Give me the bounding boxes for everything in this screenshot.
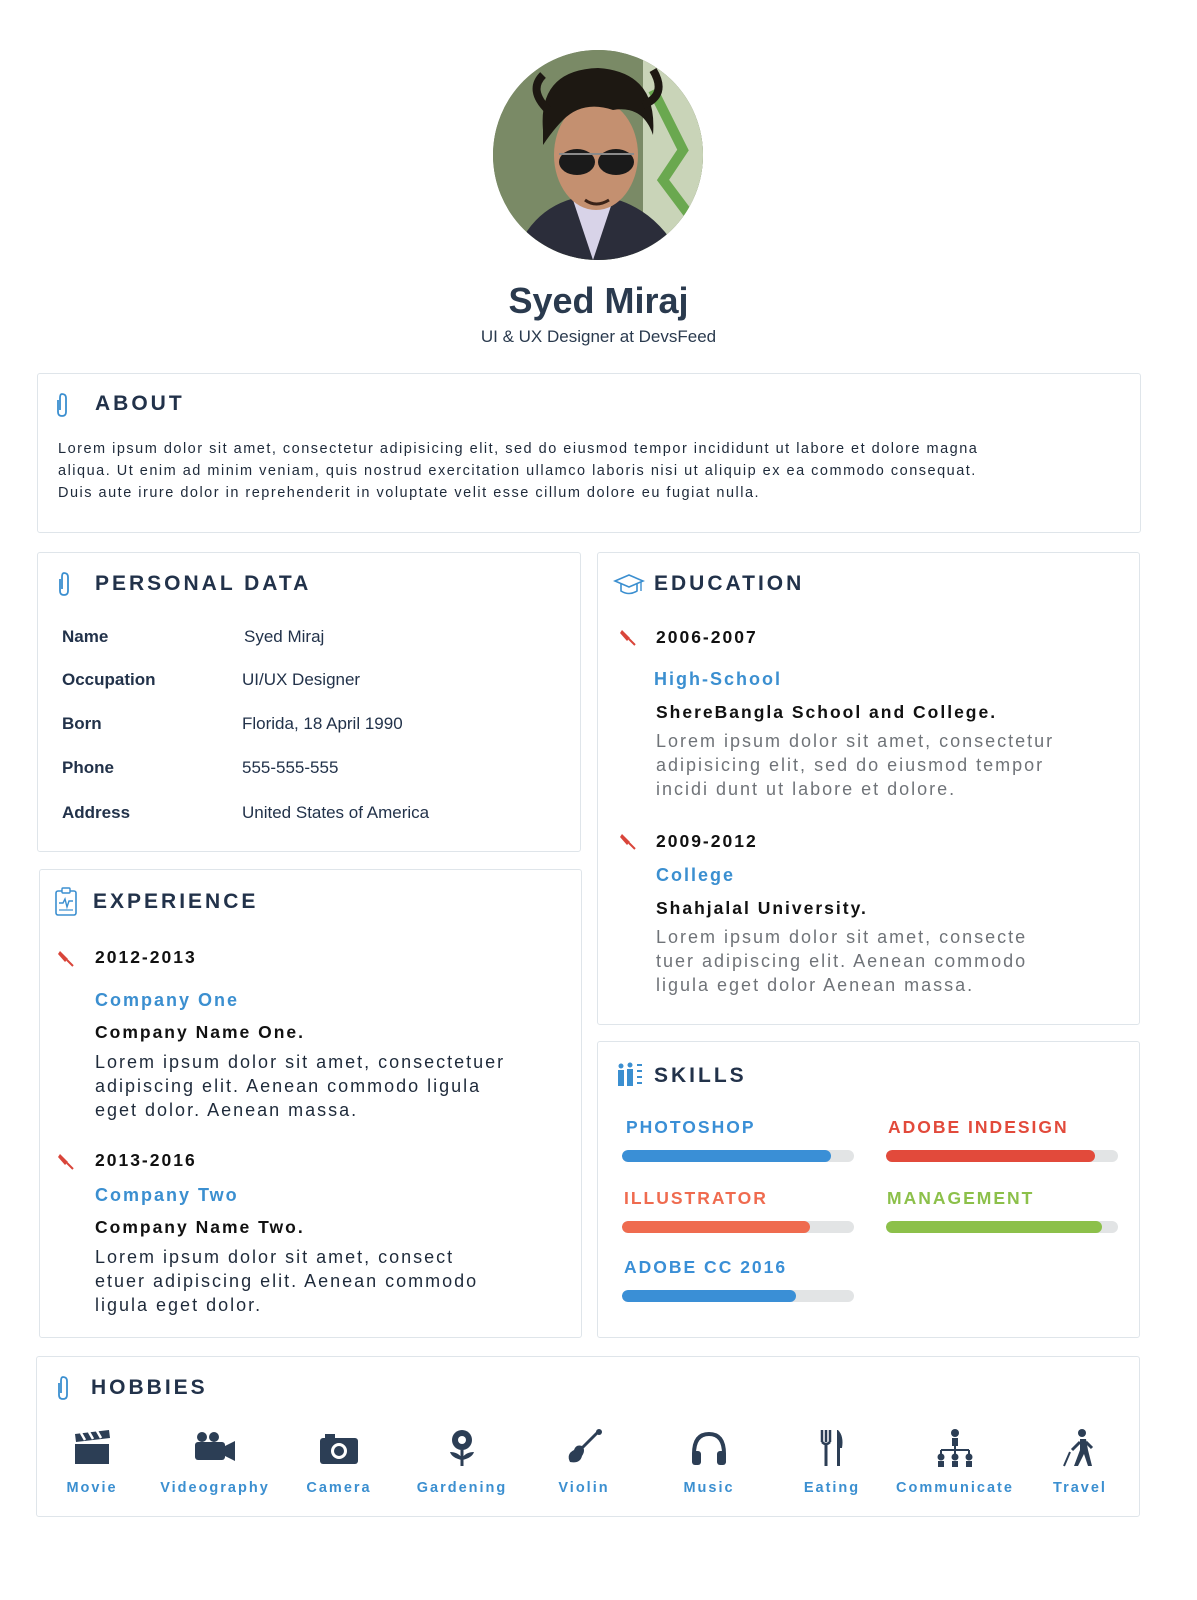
skill-bar-fill <box>622 1150 831 1162</box>
hobby-item <box>274 1428 404 1496</box>
education-institution: Shahjalal University. <box>656 898 868 918</box>
camera-icon <box>318 1428 360 1468</box>
profile-avatar <box>493 50 703 260</box>
education-years: 2009-2012 <box>656 831 758 851</box>
pin-icon <box>56 948 76 968</box>
description-line: Lorem ipsum dolor sit amet, consectetuer <box>95 1052 506 1072</box>
personal-label: Address <box>62 803 131 822</box>
personal-value: UI/UX Designer <box>242 670 361 689</box>
personal-label: Born <box>62 714 102 733</box>
hobbies-title: HOBBIES <box>91 1376 208 1399</box>
hobby-label: Gardening <box>416 1480 508 1496</box>
skill-bar-fill <box>886 1221 1102 1233</box>
skill-label: ILLUSTRATOR <box>624 1188 768 1208</box>
experience-company: Company Name Two. <box>95 1217 305 1237</box>
hobby-label: Eating <box>803 1480 861 1496</box>
experience-company: Company Name One. <box>95 1022 306 1042</box>
skill-bar-fill <box>622 1290 796 1302</box>
about-title: ABOUT <box>95 392 185 415</box>
personal-value: 555-555-555 <box>242 758 339 777</box>
skill-label: PHOTOSHOP <box>626 1117 756 1137</box>
skills-icon <box>616 1062 644 1088</box>
hobby-item <box>397 1428 527 1496</box>
personal-row <box>62 714 562 744</box>
description-line: Lorem ipsum dolor sit amet, consect <box>95 1247 455 1267</box>
description-line: Lorem ipsum dolor sit amet, consecte <box>656 927 1028 947</box>
personal-row <box>62 670 562 700</box>
clipboard-icon <box>54 887 78 917</box>
experience-years: 2013-2016 <box>95 1150 197 1170</box>
experience-title: EXPERIENCE <box>93 890 259 913</box>
description-line: tuer adipiscing elit. Aenean commodo <box>656 951 1028 971</box>
experience-years: 2012-2013 <box>95 947 197 967</box>
hobby-label: Violin <box>558 1480 610 1496</box>
paperclip-icon <box>54 392 70 418</box>
personal-value: Florida, 18 April 1990 <box>242 714 403 733</box>
about-line: aliqua. Ut enim ad minim veniam, quis nostrud exercitation ullamco laboris nisi ut aliquip ex ea commodo consequat. <box>58 463 977 479</box>
hobby-label: Travel <box>1053 1480 1107 1496</box>
education-degree: High-School <box>654 669 782 689</box>
video-camera-icon <box>193 1428 237 1468</box>
paperclip-icon <box>56 571 72 597</box>
personal-label: Occupation <box>62 670 156 689</box>
hobby-label: Camera <box>306 1480 372 1496</box>
hobby-label: Movie <box>66 1480 118 1496</box>
skill-bar <box>886 1150 1118 1162</box>
personal-label: Phone <box>62 758 114 777</box>
description-line: Lorem ipsum dolor sit amet, consectetur <box>656 731 1055 751</box>
about-line: Lorem ipsum dolor sit amet, consectetur adipisicing elit, sed do eiusmod tempor incididunt ut labore et dolore magna <box>58 441 979 457</box>
education-description <box>656 729 1054 801</box>
skill-bar <box>622 1290 854 1302</box>
flower-icon <box>442 1428 482 1468</box>
experience-card <box>39 869 582 1338</box>
education-title: EDUCATION <box>654 572 805 595</box>
hobby-item <box>27 1428 157 1496</box>
description-line: eget dolor. Aenean massa. <box>95 1100 359 1120</box>
experience-description <box>95 1050 505 1122</box>
network-icon <box>933 1428 977 1468</box>
paperclip-icon <box>55 1375 71 1401</box>
about-text <box>58 438 1138 504</box>
skill-bar <box>886 1221 1118 1233</box>
personal-label: Name <box>62 627 109 646</box>
hobby-item <box>150 1428 280 1496</box>
skills-card <box>597 1041 1140 1338</box>
pin-icon <box>618 831 638 851</box>
about-line: Duis aute irure dolor in reprehenderit in voluptate velit esse cillum dolore eu fugiat nulla. <box>58 485 761 501</box>
hobby-label: Communicate <box>896 1480 1014 1496</box>
education-description <box>656 925 1027 997</box>
traveler-icon <box>1060 1428 1100 1468</box>
experience-role: Company One <box>95 990 240 1010</box>
experience-description <box>95 1245 478 1317</box>
hobby-item <box>1015 1428 1145 1496</box>
profile-subtitle: UI & UX Designer at DevsFeed <box>480 327 717 346</box>
description-line: adipiscing elit. Aenean commodo ligula <box>95 1076 482 1096</box>
hobby-item <box>519 1428 649 1496</box>
skill-bar <box>622 1150 854 1162</box>
description-line: adipisicing elit, sed do eiusmod tempor <box>656 755 1045 775</box>
hobby-label: Music <box>683 1480 735 1496</box>
experience-role: Company Two <box>95 1185 239 1205</box>
education-years: 2006-2007 <box>656 627 758 647</box>
headphones-icon <box>689 1428 729 1468</box>
violin-icon <box>564 1428 604 1468</box>
avatar-photo-icon <box>493 50 703 260</box>
about-card <box>37 373 1141 533</box>
education-card <box>597 552 1140 1025</box>
personal-data-card <box>37 552 581 852</box>
description-line: etuer adipiscing elit. Aenean commodo <box>95 1271 479 1291</box>
profile-name: Syed Miraj <box>508 280 689 321</box>
description-line: ligula eget dolor Aenean massa. <box>656 975 975 995</box>
hobby-label: Videography <box>160 1480 270 1496</box>
personal-row <box>62 758 562 788</box>
fork-knife-icon <box>812 1428 852 1468</box>
graduation-cap-icon <box>613 571 645 599</box>
skill-label: ADOBE CC 2016 <box>624 1257 788 1277</box>
hobby-item <box>767 1428 897 1496</box>
description-line: ligula eget dolor. <box>95 1295 263 1315</box>
pin-icon <box>56 1151 76 1171</box>
skill-bar <box>622 1221 854 1233</box>
hobby-item <box>890 1428 1020 1496</box>
personal-row <box>62 627 562 657</box>
hobby-item <box>644 1428 774 1496</box>
personal-value: United States of America <box>242 803 430 822</box>
skill-label: ADOBE INDESIGN <box>888 1117 1069 1137</box>
skill-bar-fill <box>622 1221 810 1233</box>
education-institution: ShereBangla School and College. <box>656 702 998 722</box>
education-degree: College <box>656 865 736 885</box>
profile-header <box>0 0 1197 360</box>
skills-title: SKILLS <box>654 1064 747 1087</box>
personal-value: Syed Miraj <box>244 627 325 646</box>
description-line: incidi dunt ut labore et dolore. <box>656 779 957 799</box>
skill-label: MANAGEMENT <box>887 1188 1035 1208</box>
personal-row <box>62 803 562 833</box>
personal-data-title: PERSONAL DATA <box>95 572 312 595</box>
pin-icon <box>618 627 638 647</box>
skill-bar-fill <box>886 1150 1095 1162</box>
clapperboard-icon <box>72 1428 112 1468</box>
